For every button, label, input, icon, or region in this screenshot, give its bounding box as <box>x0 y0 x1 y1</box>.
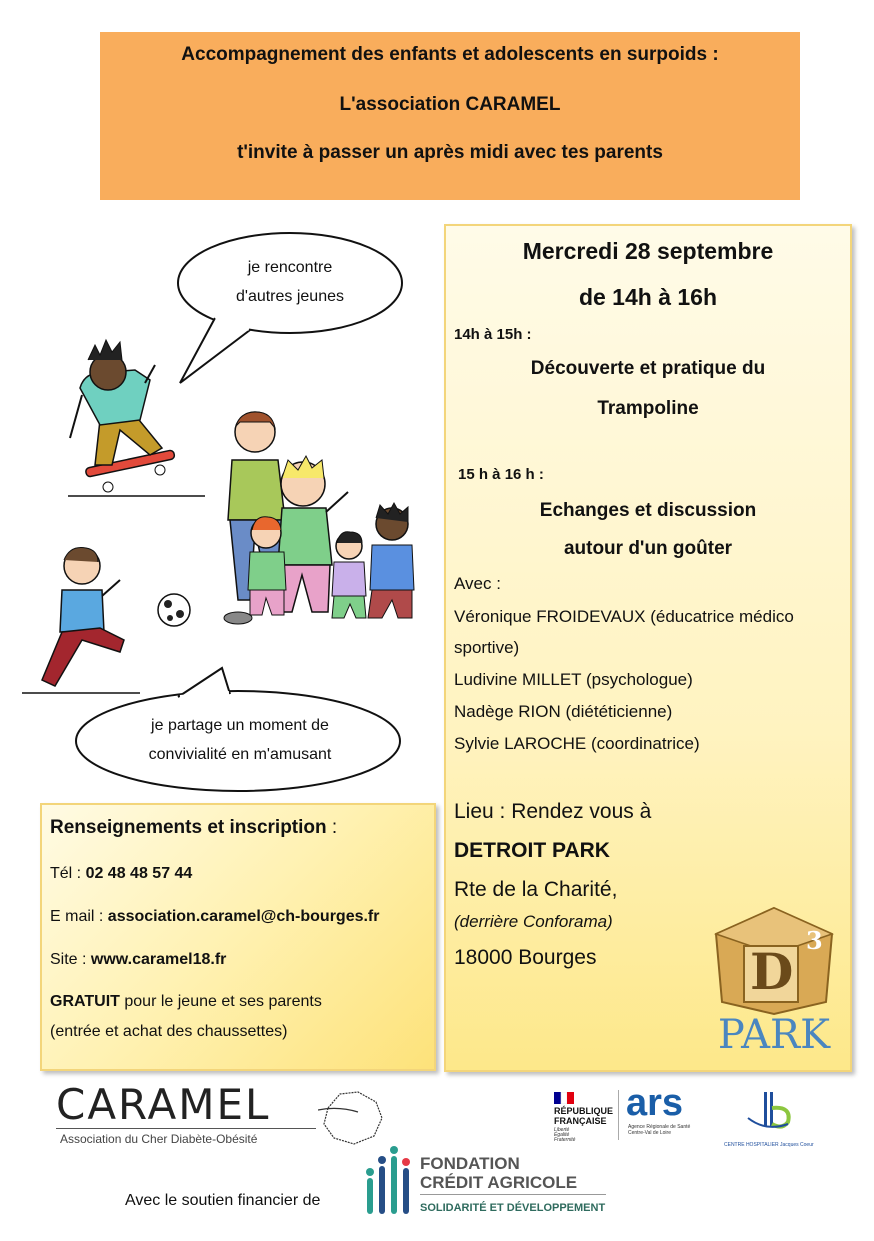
football-kid-figure <box>22 548 190 694</box>
devise-line-1: Liberté <box>554 1127 570 1133</box>
email-link[interactable]: association.caramel@ch-bourges.fr <box>107 908 380 925</box>
event-panel <box>444 224 852 1072</box>
hospital-name: CENTRE HOSPITALIER Jacques Coeur <box>724 1142 814 1148</box>
d3park-word: PARK <box>717 1012 831 1058</box>
marianne-flag-icon <box>554 1092 574 1104</box>
caramel-wordmark: CARAMEL <box>56 1080 271 1129</box>
slot1-time: 14h à 15h : <box>454 326 532 343</box>
tel-value[interactable]: 02 48 48 57 44 <box>85 865 193 882</box>
bubble-bottom-line-1: je partage un moment de <box>151 717 329 734</box>
email-label: E mail : <box>50 908 108 925</box>
republique-line-1: RÉPUBLIQUE <box>554 1106 614 1116</box>
devise-line-3: Fraternité <box>554 1137 576 1143</box>
tel-label: Tél : <box>50 865 86 882</box>
skateboard-kid-figure <box>68 340 205 496</box>
staff-line: Véronique FROIDEVAUX (éducatrice médico <box>454 607 794 626</box>
fondation-line-2: CRÉDIT AGRICOLE <box>420 1173 578 1192</box>
ars-subtitle-line-1: Agence Régionale de Santé <box>628 1124 691 1130</box>
ars-subtitle-line-2: Centre-Val de Loire <box>628 1130 671 1136</box>
hospital-logo <box>722 1088 818 1154</box>
caramel-subtitle: Association du Cher Diabète-Obésité <box>60 1132 258 1146</box>
devise-line-2: Égalité <box>554 1132 570 1138</box>
slot1-activity-line-2: Trampoline <box>597 398 699 419</box>
info-title-suffix: : <box>326 817 338 838</box>
fondation-line-1: FONDATION <box>420 1154 520 1173</box>
free-text: pour le jeune et ses parents <box>119 993 322 1010</box>
slot2-activity-line-2: autour d'un goûter <box>563 538 733 559</box>
fondation-people-icon <box>362 1142 412 1218</box>
cher-map-icon <box>318 1088 388 1146</box>
hospital-emblem-icon <box>736 1088 806 1138</box>
header-line-2: L'association CARAMEL <box>339 94 561 115</box>
with-label: Avec : <box>454 574 501 593</box>
family-group-figure <box>224 412 414 624</box>
slot2-activity-line-1: Echanges et discussion <box>539 500 757 521</box>
staff-line: sportive) <box>454 638 520 657</box>
republique-francaise-logo <box>554 1092 614 1142</box>
free-text-line-2: (entrée et achat des chaussettes) <box>50 1023 288 1040</box>
header-banner <box>100 32 800 200</box>
site-link[interactable]: www.caramel18.fr <box>90 951 227 968</box>
header-line-3: t'invite à passer un après midi avec tes parents <box>237 142 663 163</box>
site-label: Site : <box>50 951 91 968</box>
location-label: Lieu : Rendez vous à <box>454 800 652 823</box>
fondation-subtitle: SOLIDARITÉ ET DÉVELOPPEMENT <box>420 1202 606 1214</box>
staff-line: Ludivine MILLET (psychologue) <box>454 670 693 689</box>
bubble-bottom-line-2: convivialité en m'amusant <box>148 746 332 763</box>
staff-line: Nadège RION (diététicienne) <box>454 702 673 721</box>
venue-note: (derrière Conforama) <box>454 912 613 931</box>
ars-wordmark: ars <box>626 1082 684 1124</box>
free-label: GRATUIT <box>50 993 120 1010</box>
event-hours: de 14h à 16h <box>578 284 718 310</box>
venue-road: Rte de la Charité, <box>454 878 618 901</box>
info-box <box>40 803 436 1071</box>
support-text: Avec le soutien financier de <box>125 1192 321 1209</box>
caramel-logo <box>56 1080 386 1150</box>
venue-name: DETROIT PARK <box>454 839 610 862</box>
d3park-letter: D <box>750 942 794 1001</box>
slot1-activity-line-1: Découverte et pratique du <box>530 358 766 379</box>
ars-logo <box>626 1082 706 1144</box>
venue-city: 18000 Bourges <box>454 946 597 969</box>
bubble-top-line-2: d'autres jeunes <box>235 288 344 305</box>
d3park-exponent: 3 <box>806 926 823 955</box>
slot2-time: 15 h à 16 h : <box>458 466 544 483</box>
header-line-1: Accompagnement des enfants et adolescents en surpoids : <box>181 44 719 65</box>
event-date: Mercredi 28 septembre <box>522 238 774 264</box>
republique-line-2: FRANÇAISE <box>554 1116 607 1126</box>
staff-line: Sylvie LAROCHE (coordinatrice) <box>454 734 700 753</box>
info-title: Renseignements et inscription <box>50 817 327 838</box>
d3park-logo <box>704 906 844 1066</box>
bubble-top-line-1: je rencontre <box>247 259 333 276</box>
